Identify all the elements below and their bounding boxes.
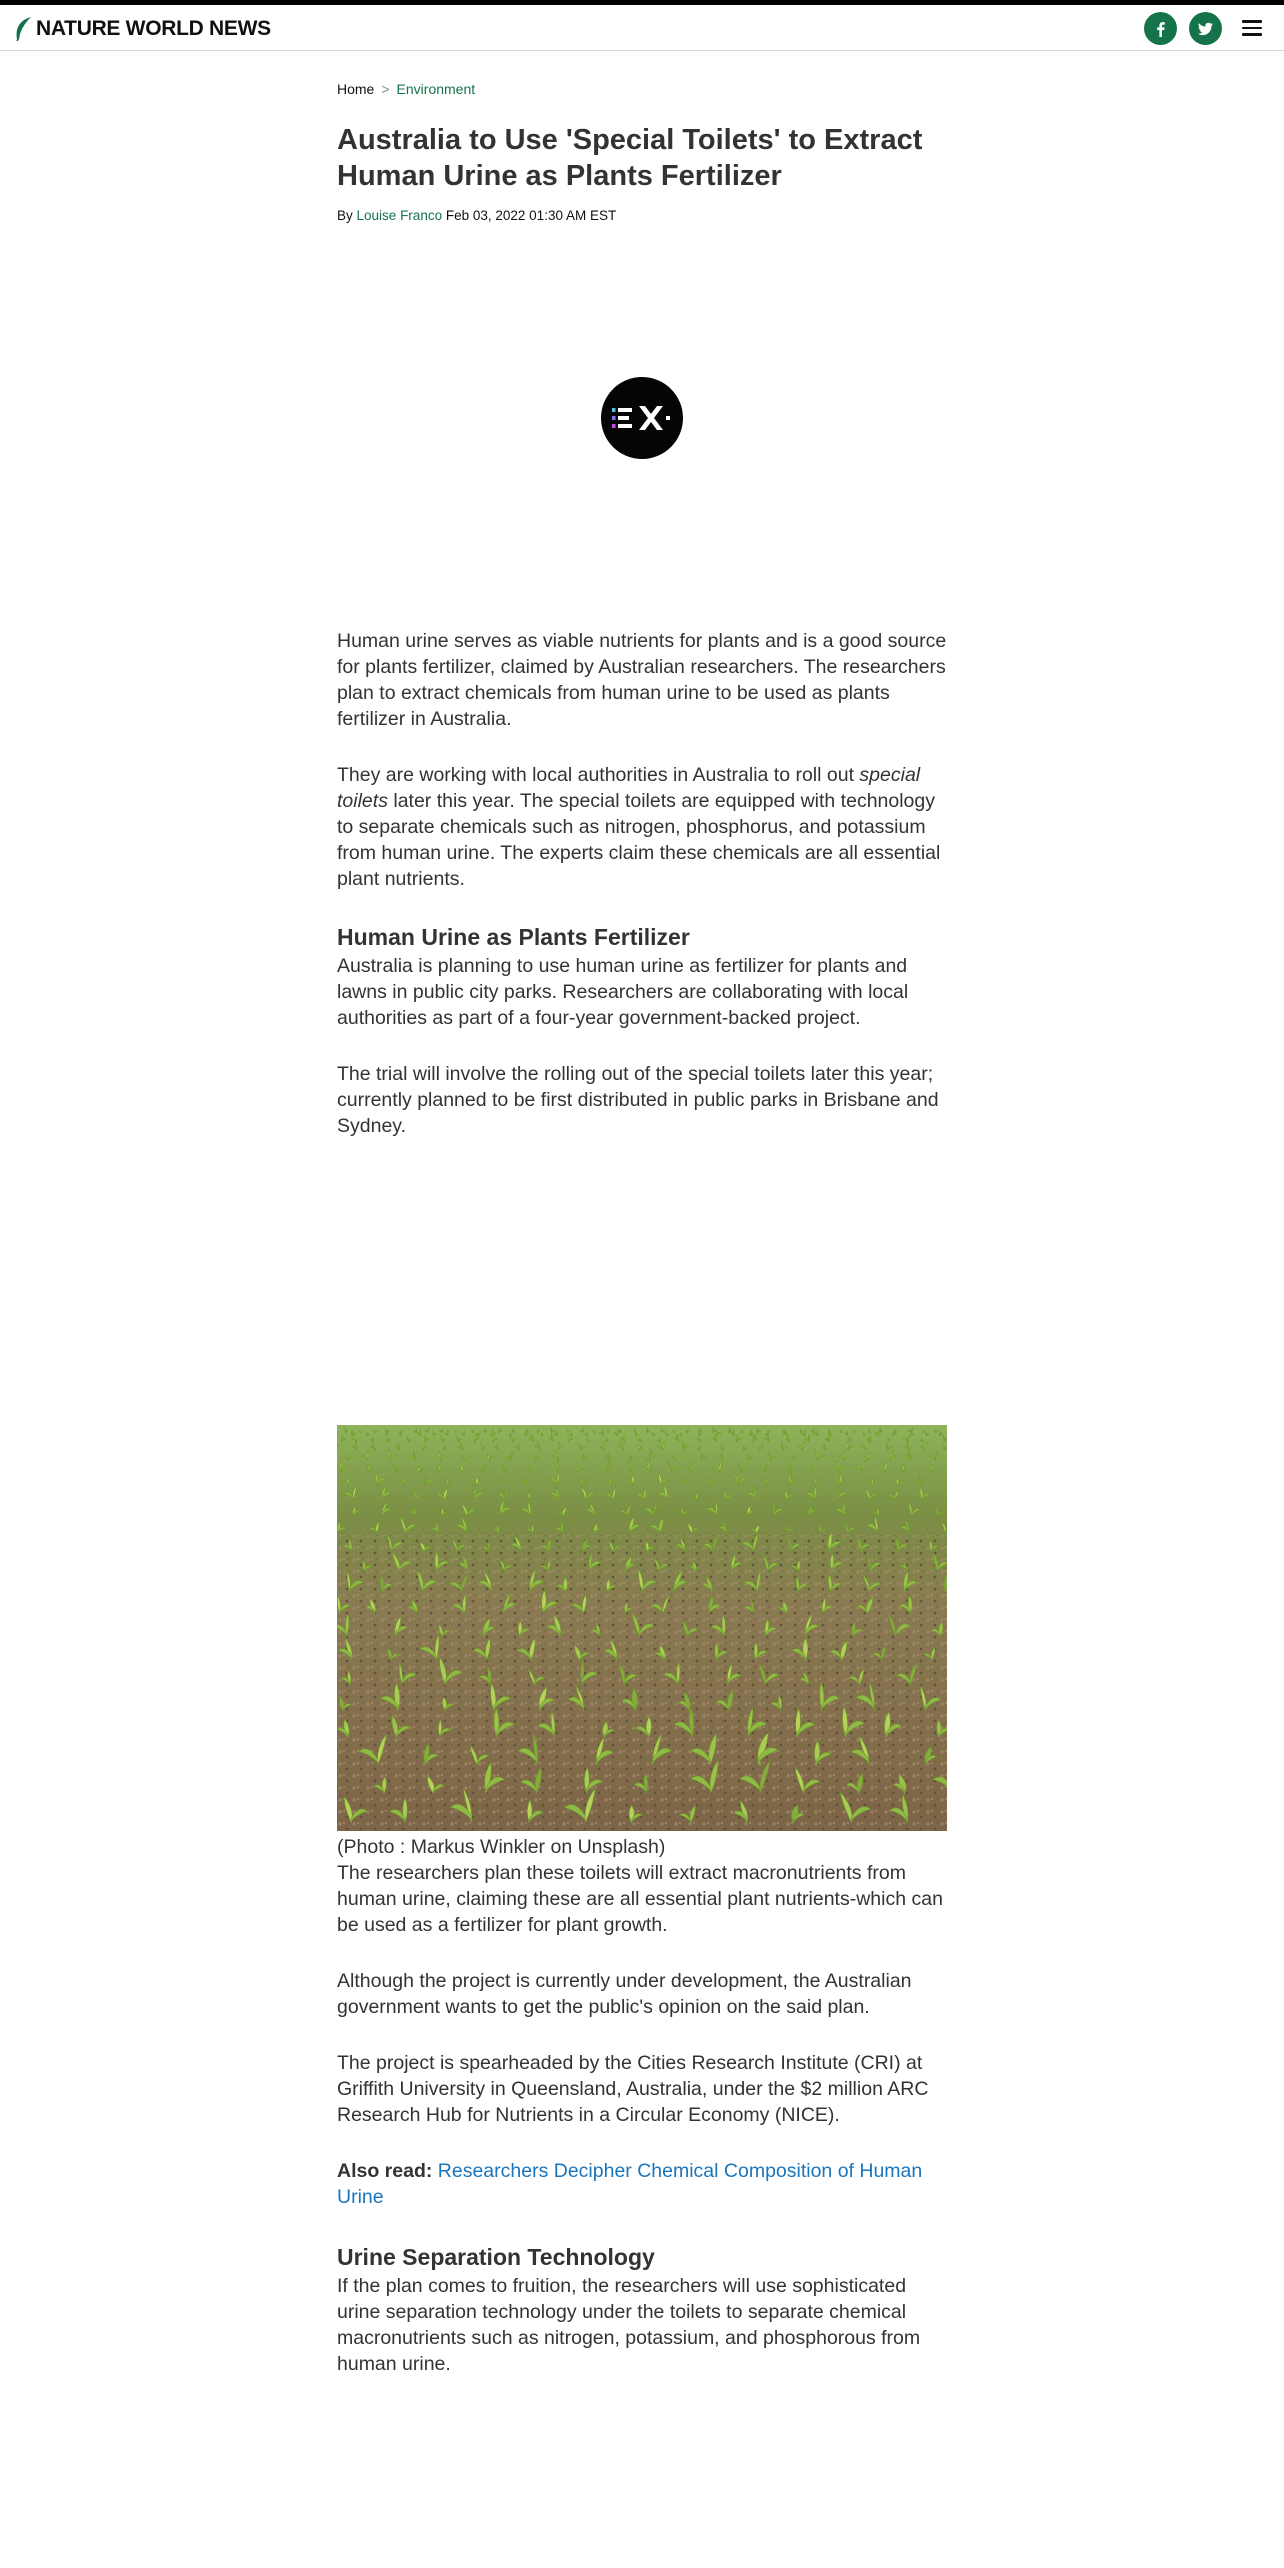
- facebook-share-button[interactable]: [1144, 12, 1177, 45]
- twitter-icon: [1197, 20, 1215, 38]
- breadcrumb-category-link[interactable]: Environment: [396, 81, 476, 97]
- article-paragraph-5: The researchers plan these toilets will extract macronutrients from human urine, claiming these are all essential plant nutrients-which can be used as a fertilizer for plant growth.: [337, 1862, 943, 1936]
- article-paragraph-2: [337, 762, 947, 892]
- byline-prefix: By: [337, 208, 353, 223]
- section-heading-2: Urine Separation Technology: [337, 2244, 655, 2270]
- logo-text: NATURE WORLD NEWS: [36, 17, 271, 40]
- ex-logo-icon: [601, 377, 683, 459]
- article-byline: [337, 207, 947, 225]
- author-link[interactable]: Louise Franco: [356, 208, 443, 223]
- breadcrumb-separator: >: [381, 81, 390, 97]
- p2-text-before: They are working with local authorities in Australia to roll out: [337, 764, 860, 786]
- article-paragraph-3: Australia is planning to use human urine as fertilizer for plants and lawns in public city parks. Researchers are collaborating with local authorities as part of a four-year government-backed project.: [337, 955, 909, 1029]
- also-read-label: Also read:: [337, 2160, 433, 2182]
- also-read-block: [337, 2158, 947, 2210]
- photo-caption: (Photo : Markus Winkler on Unsplash): [337, 1836, 666, 1858]
- breadcrumb: [337, 80, 947, 98]
- article-photo-corn-field: [337, 1425, 947, 1831]
- section-heading-1: Human Urine as Plants Fertilizer: [337, 924, 690, 950]
- p2-text-after: later this year. The special toilets are equipped with technology to separate chemicals such as nitrogen, phosphorus, and potassium from human urine. The experts claim these chemicals are all essential plant nutrients.: [337, 790, 941, 890]
- site-header: [0, 5, 1284, 51]
- article-paragraph-7: The project is spearheaded by the Cities Research Institute (CRI) at Griffith University in Queensland, Australia, under the $2 million ARC Research Hub for Nutrients in a Circular Economy (NICE).: [337, 2052, 929, 2126]
- publish-date: Feb 03, 2022 01:30 AM EST: [445, 208, 617, 223]
- article-paragraph-4: The trial will involve the rolling out of the special toilets later this year; currently planned to be first distributed in public parks in Brisbane and Sydney.: [337, 1063, 939, 1137]
- breadcrumb-home-link[interactable]: Home: [337, 81, 375, 97]
- also-read-link[interactable]: Researchers Decipher Chemical Composition of Human Urine: [337, 2160, 923, 2208]
- p2-emphasis: special toilets: [337, 764, 921, 812]
- article-paragraph-1: Human urine serves as viable nutrients for plants and is a good source for plants fertilizer, claimed by Australian researchers. The researchers plan to extract chemicals from human urine to be used as plants fertilizer in Australia.: [337, 630, 947, 730]
- video-ad-logo[interactable]: [601, 377, 683, 459]
- article-title: Australia to Use 'Special Toilets' to Extract Human Urine as Plants Fertilizer: [337, 124, 923, 192]
- hamburger-menu-icon[interactable]: [1242, 20, 1264, 36]
- twitter-share-button[interactable]: [1189, 12, 1222, 45]
- leaf-icon: [14, 16, 34, 42]
- article-paragraph-8: If the plan comes to fruition, the researchers will use sophisticated urine separation technology under the toilets to separate chemical macronutrients such as nitrogen, potassium, and phosphorous from human urine.: [337, 2275, 921, 2375]
- site-logo[interactable]: [14, 14, 271, 44]
- facebook-icon: [1152, 20, 1170, 38]
- article-paragraph-6: Although the project is currently under development, the Australian government wants to get the public's opinion on the said plan.: [337, 1970, 912, 2018]
